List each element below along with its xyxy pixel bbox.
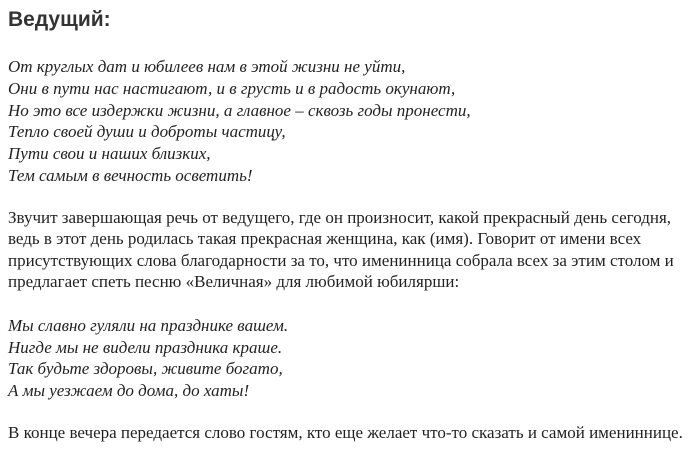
poem-block-2 [8, 315, 696, 402]
poem-line: Они в пути нас настигают, и в грусть и в радость окунают, [8, 79, 456, 98]
article-heading: Ведущий: [8, 8, 111, 31]
poem-line: Пути свои и наших близких, [8, 144, 211, 164]
paragraph-2: В конце вечера передается слово гостям, кто еще желает что-то сказать и самой имениннице. [8, 422, 683, 442]
poem-line: От круглых дат и юбилеев нам в этой жизни не уйти, [8, 57, 406, 77]
poem-line: Тепло своей души и доброты частицу, [8, 122, 286, 142]
paragraph-1: Звучит завершающая речь от ведущего, где он произносит, какой прекрасный день сегодня, ведь в этот день родилась такая прекрасная женщина, как (имя). Говорит от имени всех присутствующих слова благодарности за то, что именинница собрала всех за этим столом и предлагает спеть песню «Величная» для любимой юбилярши: [8, 207, 674, 292]
poem-line: Нигде мы не видели праздника краше. [8, 337, 283, 357]
poem-line: Так будьте здоровы, живите богато, [8, 359, 283, 379]
poem-line: А мы уезжаем до дома, до хаты! [8, 381, 250, 400]
poem-line: Тем самым в вечность осветить! [8, 165, 253, 185]
poem-line: Но это все издержки жизни, а главное – сквозь годы пронести, [8, 100, 471, 120]
poem-block-1 [8, 56, 696, 186]
poem-line: Мы славно гуляли на празднике вашем. [8, 315, 289, 335]
